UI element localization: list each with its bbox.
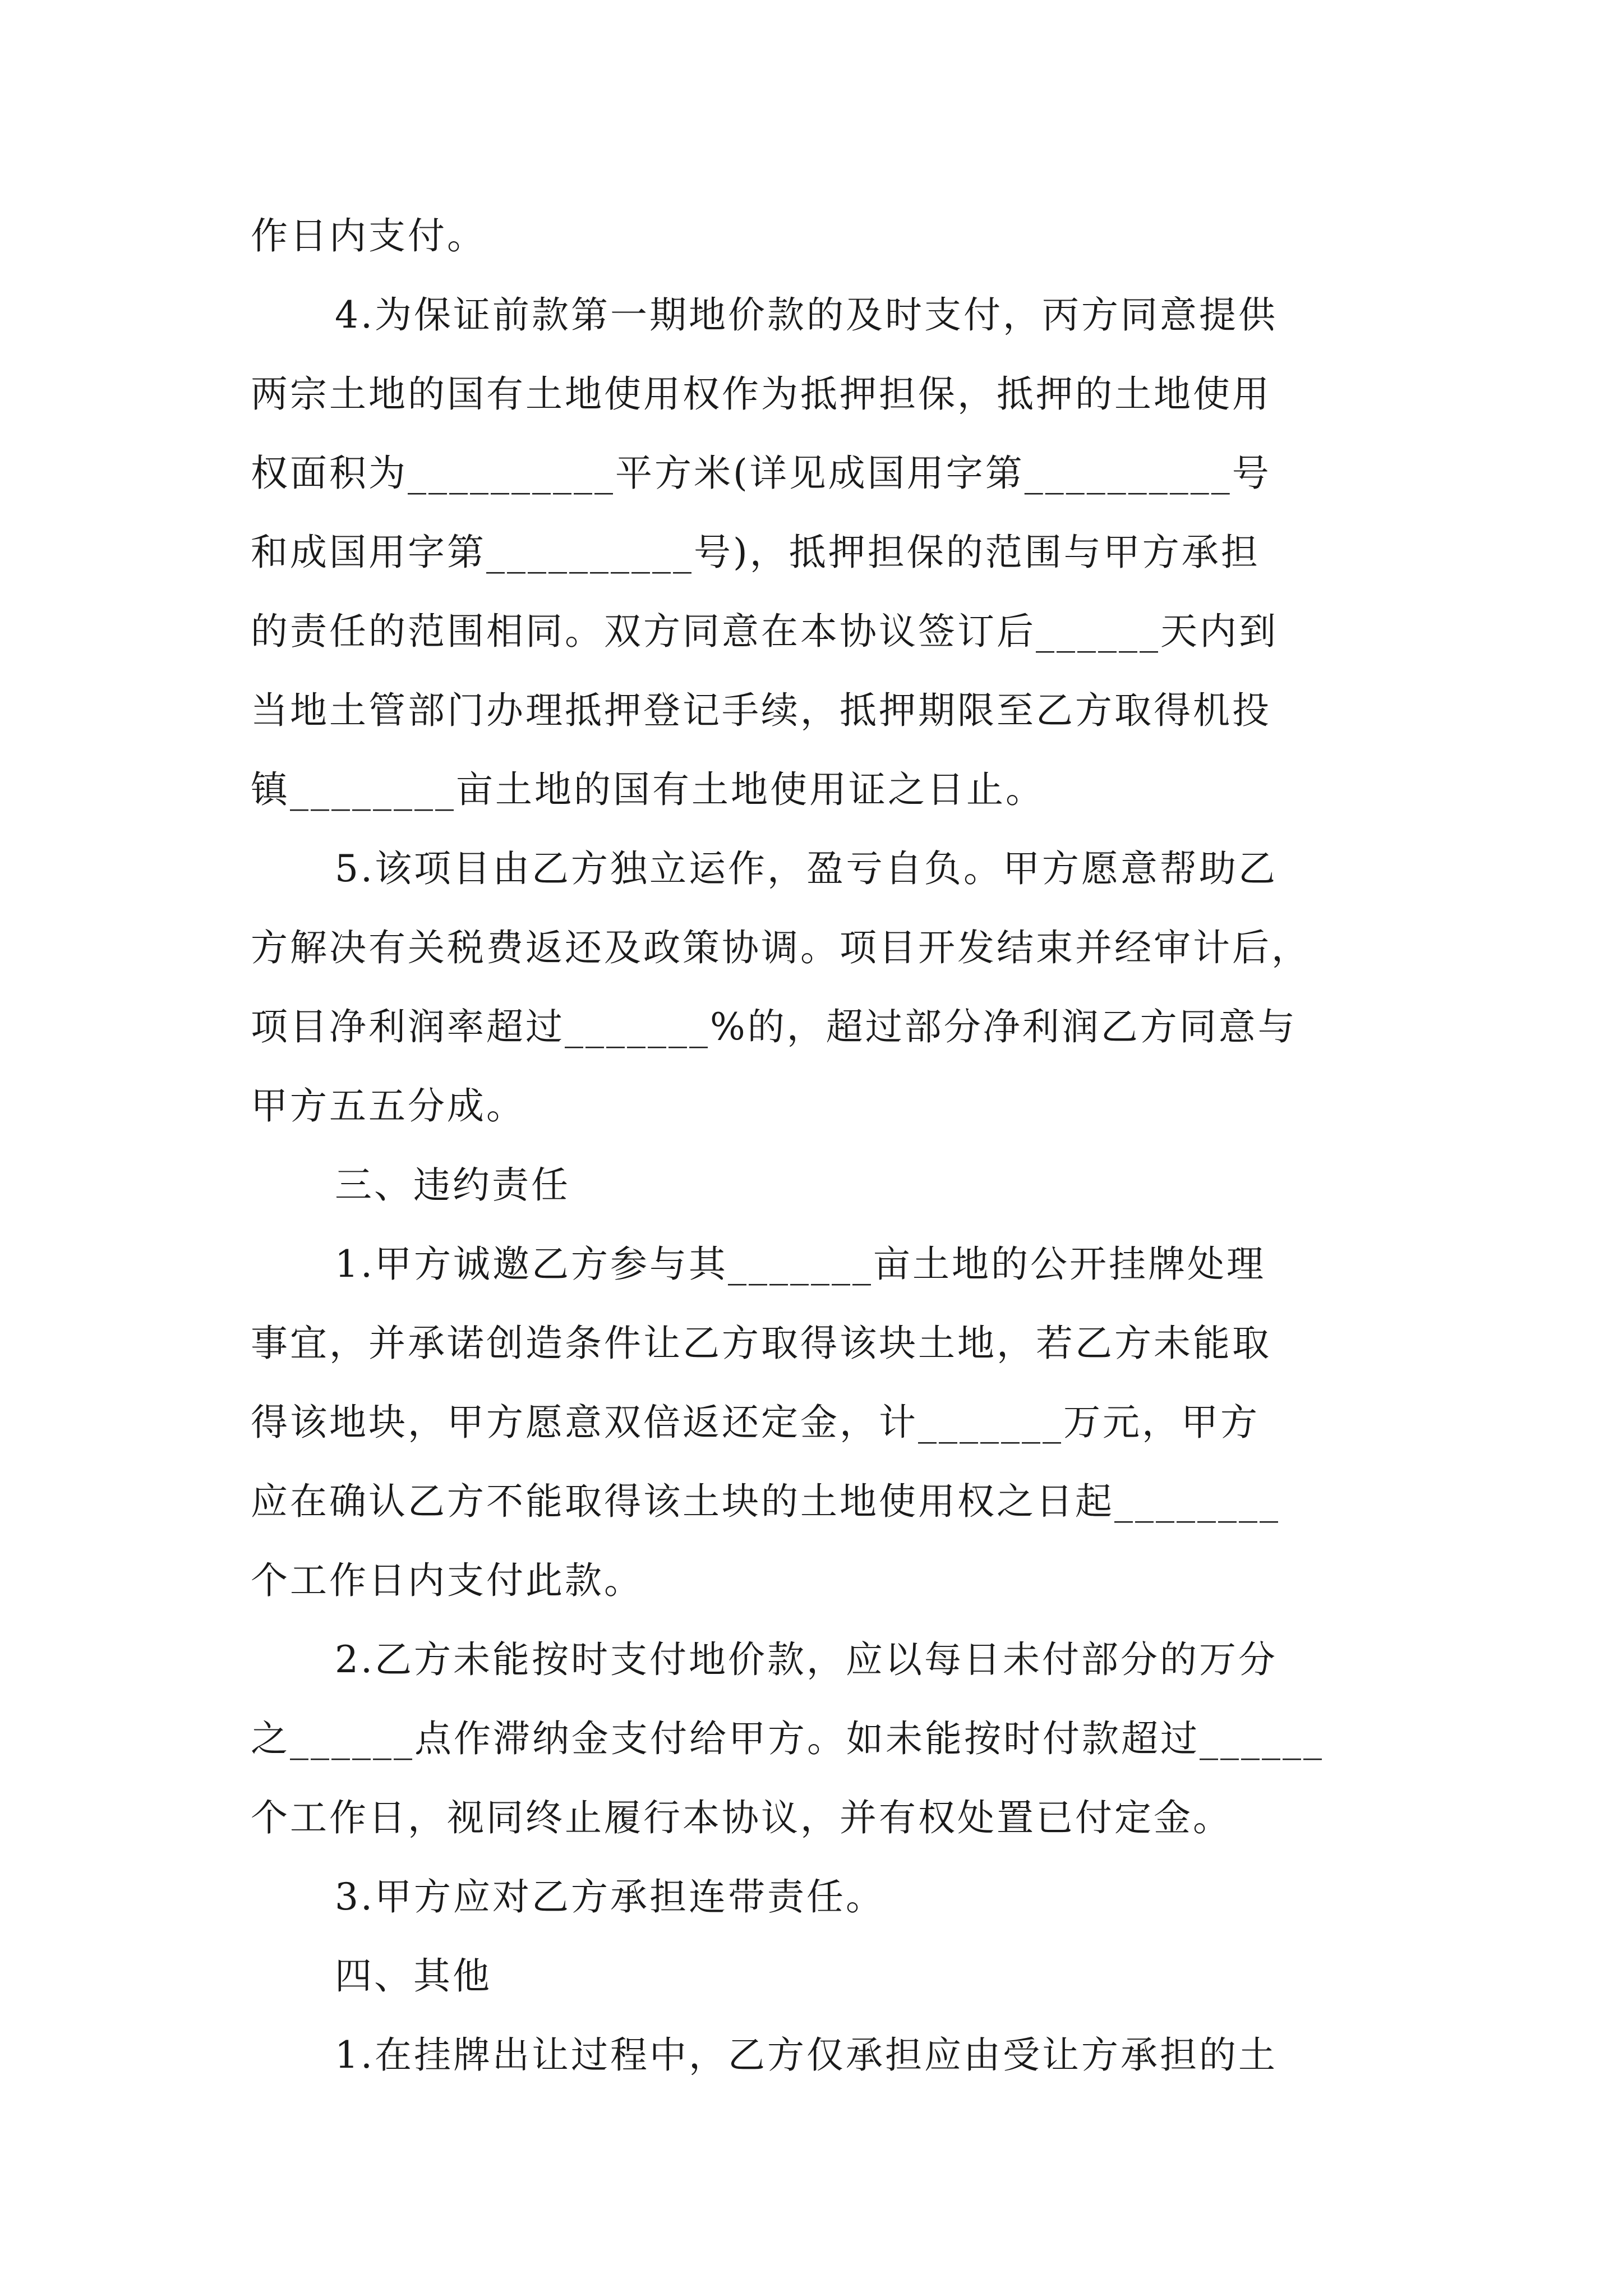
text-line: 之______点作滞纳金支付给甲方。如未能按时付款超过______ bbox=[251, 1717, 1324, 1760]
text-line: 镇________亩土地的国有土地使用证之日止。 bbox=[251, 768, 1045, 811]
text-line: 和成国用字第__________号)，抵押担保的范围与甲方承担 bbox=[251, 531, 1260, 574]
text-line: 权面积为__________平方米(详见成国用字第__________号 bbox=[251, 452, 1271, 495]
section-heading: 三、违约责任 bbox=[335, 1163, 570, 1207]
text-line: 3.甲方应对乙方承担连带责任。 bbox=[335, 1875, 885, 1918]
text-line: 个工作日，视同终止履行本协议，并有权处置已付定金。 bbox=[251, 1796, 1232, 1839]
text-line: 甲方五五分成。 bbox=[251, 1084, 525, 1128]
text-line: 项目净利润率超过_______%的，超过部分净利润乙方同意与 bbox=[251, 1005, 1297, 1048]
text-line: 1.甲方诚邀乙方参与其_______亩土地的公开挂牌处理 bbox=[335, 1243, 1266, 1286]
text-line: 应在确认乙方不能取得该土块的土地使用权之日起________ bbox=[251, 1480, 1280, 1523]
text-line: 事宜，并承诺创造条件让乙方取得该块土地，若乙方未能取 bbox=[251, 1322, 1271, 1365]
text-line: 5.该项目由乙方独立运作，盈亏自负。甲方愿意帮助乙 bbox=[335, 847, 1278, 890]
text-line: 4.为保证前款第一期地价款的及时支付，丙方同意提供 bbox=[335, 293, 1278, 337]
text-line: 1.在挂牌出让过程中，乙方仅承担应由受让方承担的土 bbox=[335, 2033, 1278, 2077]
text-line: 得该地块，甲方愿意双倍返还定金，计_______万元，甲方 bbox=[251, 1401, 1260, 1444]
text-line: 作日内支付。 bbox=[251, 214, 486, 257]
text-line: 的责任的范围相同。双方同意在本协议签订后______天内到 bbox=[251, 610, 1278, 653]
text-line: 当地土管部门办理抵押登记手续，抵押期限至乙方取得机投 bbox=[251, 689, 1271, 732]
section-heading: 四、其他 bbox=[335, 1954, 492, 1998]
text-line: 2.乙方未能按时支付地价款，应以每日未付部分的万分 bbox=[335, 1638, 1278, 1681]
text-line: 两宗土地的国有土地使用权作为抵押担保，抵押的土地使用 bbox=[251, 372, 1271, 416]
text-line: 方解决有关税费返还及政策协调。项目开发结束并经审计后， bbox=[251, 926, 1311, 969]
text-line: 个工作日内支付此款。 bbox=[251, 1559, 643, 1602]
